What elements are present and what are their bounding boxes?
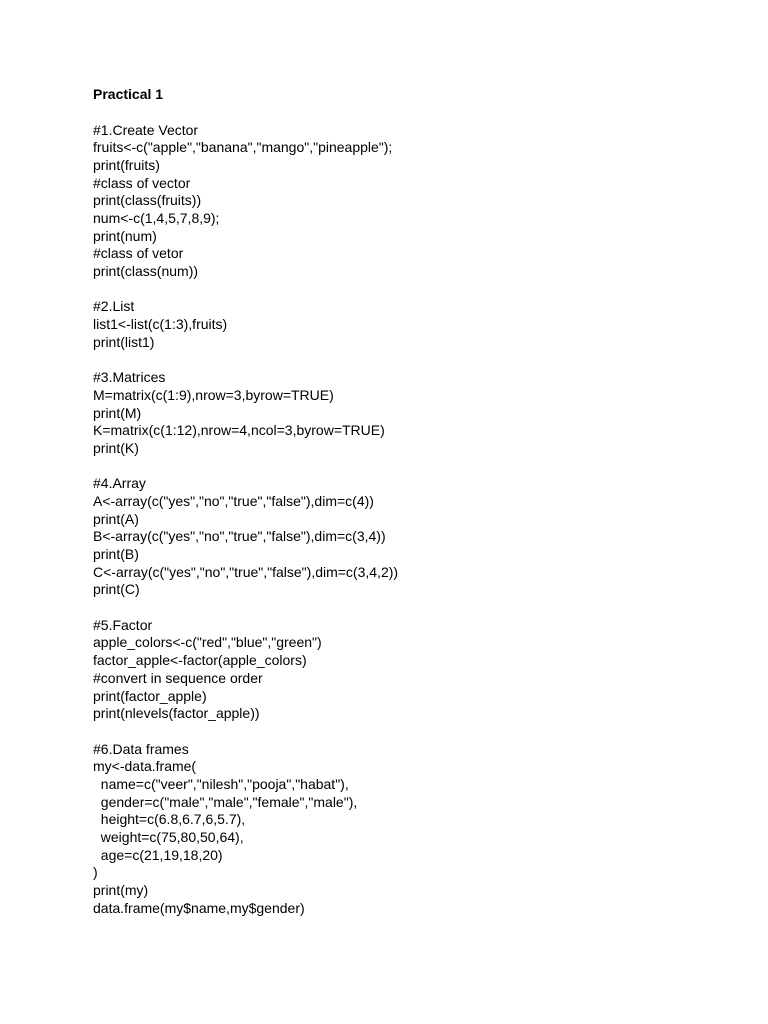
code-line: #class of vetor: [93, 245, 184, 262]
code-line: #6.Data frames: [93, 740, 189, 757]
code-line: fruits<-c("apple","banana","mango","pineapple");: [93, 139, 393, 156]
code-line: #5.Factor: [93, 616, 153, 633]
blank-line: [93, 281, 398, 299]
code-line: gender=c("male","male","female","male"),: [93, 793, 358, 810]
code-line: #1.Create Vector: [93, 121, 199, 138]
code-line: height=c(6.8,6.7,6,5.7),: [93, 811, 246, 828]
code-line: print(factor_apple): [93, 687, 207, 704]
code-line: factor_apple<-factor(apple_colors): [93, 652, 307, 669]
blank-line: [93, 351, 398, 369]
code-line: print(C): [93, 581, 140, 598]
code-line: K=matrix(c(1:12),nrow=4,ncol=3,byrow=TRUE): [93, 422, 385, 439]
code-line: C<-array(c("yes","no","true","false"),dim=c(3,4,2)): [93, 563, 399, 580]
code-line: print(M): [93, 404, 142, 421]
code-line: age=c(21,19,18,20): [93, 846, 223, 863]
document-title: Practical 1: [93, 86, 164, 102]
code-line: print(class(num)): [93, 263, 199, 279]
code-line: my<-data.frame(: [93, 758, 197, 775]
code-line: print(fruits): [93, 156, 160, 173]
code-line: B<-array(c("yes","no","true","false"),dim=c(3,4)): [93, 528, 386, 545]
code-line: name=c("veer","nilesh","pooja","habat"),: [93, 775, 349, 792]
code-line: data.frame(my$name,my$gender): [93, 899, 305, 916]
code-line: print(nlevels(factor_apple)): [93, 705, 260, 722]
code-line: print(class(fruits)): [93, 192, 202, 209]
code-line: num<-c(1,4,5,7,8,9);: [93, 209, 220, 226]
code-line: weight=c(75,80,50,64),: [93, 829, 244, 845]
code-line: M=matrix(c(1:9),nrow=3,byrow=TRUE): [93, 386, 334, 403]
blank-line: [93, 458, 398, 476]
code-line: #2.List: [93, 298, 135, 315]
code-line: print(my): [93, 882, 149, 899]
code-line: apple_colors<-c("red","blue","green"): [93, 634, 322, 651]
code-line: print(A): [93, 510, 139, 527]
code-line: #convert in sequence order: [93, 669, 263, 686]
code-line: print(list1): [93, 333, 155, 350]
blank-line: [93, 599, 398, 617]
code-line: A<-array(c("yes","no","true","false"),dim=c(4)): [93, 492, 374, 509]
code-line: list1<-list(c(1:3),fruits): [93, 316, 228, 333]
code-line: print(num): [93, 227, 157, 244]
code-line: ): [93, 864, 98, 881]
code-line: #4.Array: [93, 475, 146, 492]
code-listing: [93, 122, 398, 918]
code-line: #class of vector: [93, 174, 191, 191]
code-line: #3.Matrices: [93, 369, 166, 386]
blank-line: [93, 723, 398, 741]
code-line: print(B): [93, 546, 139, 562]
code-line: print(K): [93, 439, 139, 456]
